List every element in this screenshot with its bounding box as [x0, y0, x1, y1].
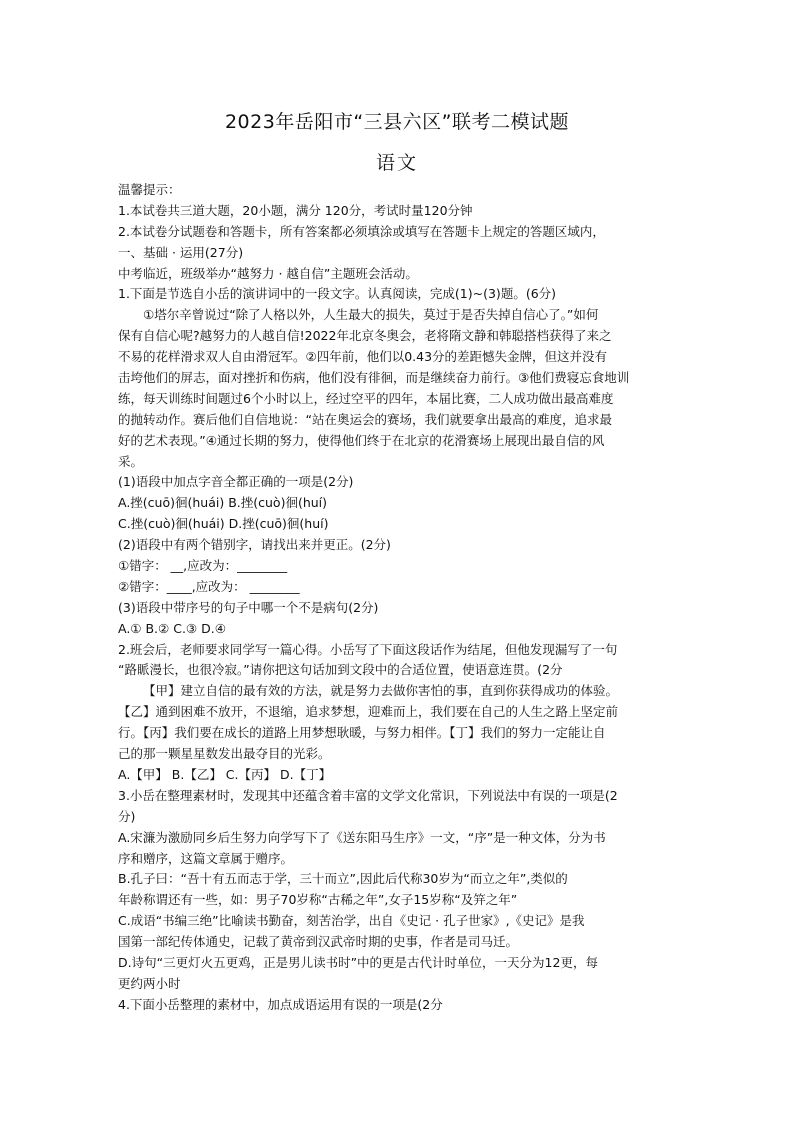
passage-line: 击垮他们的屏志，面对挫折和伤病，他们没有徘徊，而是继续奋力前行。③他们费寝忘食地训 — [118, 370, 630, 386]
text-line: 1.本试卷共三道大题，20小题，满分 120分，考试时量120分钟 — [118, 202, 473, 218]
option-line: A.① B.② C.③ D.④ — [118, 620, 226, 636]
text-line: 2.本试卷分试题卷和答题卡，所有答案都必须填涂或填写在答题卡上规定的答题区域内， — [118, 223, 605, 239]
subject-title: 语文 — [375, 152, 418, 174]
option-line: 年龄称谓还有一些，如：男子70岁称“古稀之年”,女子15岁称“及笄之年” — [118, 892, 518, 908]
option-line: 更约两小时 — [118, 975, 181, 991]
text-line: 温馨提示： — [118, 182, 181, 197]
option-line: A.挫(cuō)徊(huái) B.挫(cuò)徊(huí) — [118, 495, 328, 511]
option-line: A.【甲】 B.【乙】 C.【丙】 D.【丁】 — [118, 766, 332, 782]
passage-line: 保有自信心呢?越努力的人越自信!2022年北京冬奥会，老将隋文静和韩聪搭档获得了来之 — [118, 328, 612, 344]
passage-line: 的抛转动作。赛后他们自信地说：“站在奥运会的赛场，我们就要拿出最高的难度，追求最 — [118, 411, 612, 427]
exam-body — [118, 180, 698, 1016]
question-3: 3.小岳在整理素材时，发现其中还蕴含着丰富的文学文化常识，下列说法中有误的一项是(2 — [118, 787, 618, 803]
passage-line: 己的那一颗星星数发出最夺目的光彩。 — [118, 746, 331, 762]
answer-blank-line: ②错字：____,应改为： ________ — [118, 578, 300, 594]
passage-line: 练，每天训练时间题过6个小时以上，经过空平的四年，本届比赛，二人成功做出最高难度 — [118, 390, 614, 406]
option-line: C.成语“书编三绝”比喻读书勤奋，刻苦治学，出自《史记 · 孔子世家》,《史记》是我 — [118, 913, 585, 929]
question-4: 4.下面小岳整理的素材中，加点成语运用有误的一项是(2分 — [118, 996, 443, 1012]
question-2-line: “路眽漫长，也很冷寂。”请你把这句话加到文段中的合适位置，使语意连贯。(2分 — [118, 662, 563, 678]
passage-line: 【乙】通到困难不放开，不退缩，追求梦想，迎难而上，我们要在自己的人生之路上坚定前 — [118, 704, 619, 720]
passage-line: 【甲】建立自信的最有效的方法，就是努力去做你害怕的事，直到你获得成功的体验。 — [143, 683, 619, 699]
sub-question: (1)语段中加点字音全都正确的一项是(2分) — [118, 474, 354, 490]
exam-title: 2023年岳阳市“三县六区”联考二模试题 — [224, 111, 570, 133]
passage-line: 不易的花样滑求双人自由滑冠军。②四年前，他们以0.43分的差距憾失金牌，但这并没有 — [118, 349, 608, 365]
section-heading: 一、基础 · 运用(27分) — [118, 244, 244, 260]
answer-blank-line: ①错字： __,应改为：________ — [118, 558, 288, 574]
passage-line: ①塔尔辛曾说过“除了人格以外，人生最大的损失，莫过于是否失掉自信心了。”如何 — [143, 307, 599, 323]
sub-question: (3)语段中带序号的句子中哪一个不是病句(2分) — [118, 599, 379, 615]
passage-line: 好的艺术表现。”④通过长期的努力，使得他们终于在北京的花滑赛场上展现出最自信的风 — [118, 432, 605, 448]
option-line: A.宋濂为激励同乡后生努力向学写下了《送东阳马生序》一文，“序”是一种文体，分为书 — [118, 829, 606, 845]
option-line: D.诗句“三更灯火五更鸡，正是男儿读书时”中的更是古代计时单位，一天分为12更，每 — [118, 954, 598, 970]
option-line: 序和赠序，这篇文章属于赠序。 — [118, 850, 294, 866]
question-3-line: 分) — [118, 808, 136, 824]
sub-question: (2)语段中有两个错别字，请找出来并更正。(2分) — [118, 537, 391, 553]
option-line: 国第一部纪传体通史，记载了黄帝到汉武帝时期的史事，作者是司马迁。 — [118, 934, 519, 950]
passage-line: 行。【丙】我们要在成长的道路上用梦想耿暖，与努力相伴。【丁】我们的努力一定能让自 — [118, 725, 606, 741]
question-2: 2.班会后，老师要求同学写一篇心得。小岳写了下面这段话作为结尾，但他发现漏写了一句 — [118, 641, 618, 657]
option-line: C.挫(cuò)徊(huái) D.挫(cuō)徊(huí) — [118, 516, 329, 532]
passage-line: 采。 — [118, 453, 144, 469]
question-1: 1.下面是节选自小岳的演讲词中的一段文字。认真阅读，完成(1)~(3)题。(6分) — [118, 286, 557, 302]
option-line: B.孔子曰：“吾十有五而志于学，三十而立”,因此后代称30岁为“而立之年”,类似的 — [118, 871, 568, 887]
text-line: 中考临近，班级举办“越努力 · 越自信”主题班会活动。 — [118, 265, 418, 281]
